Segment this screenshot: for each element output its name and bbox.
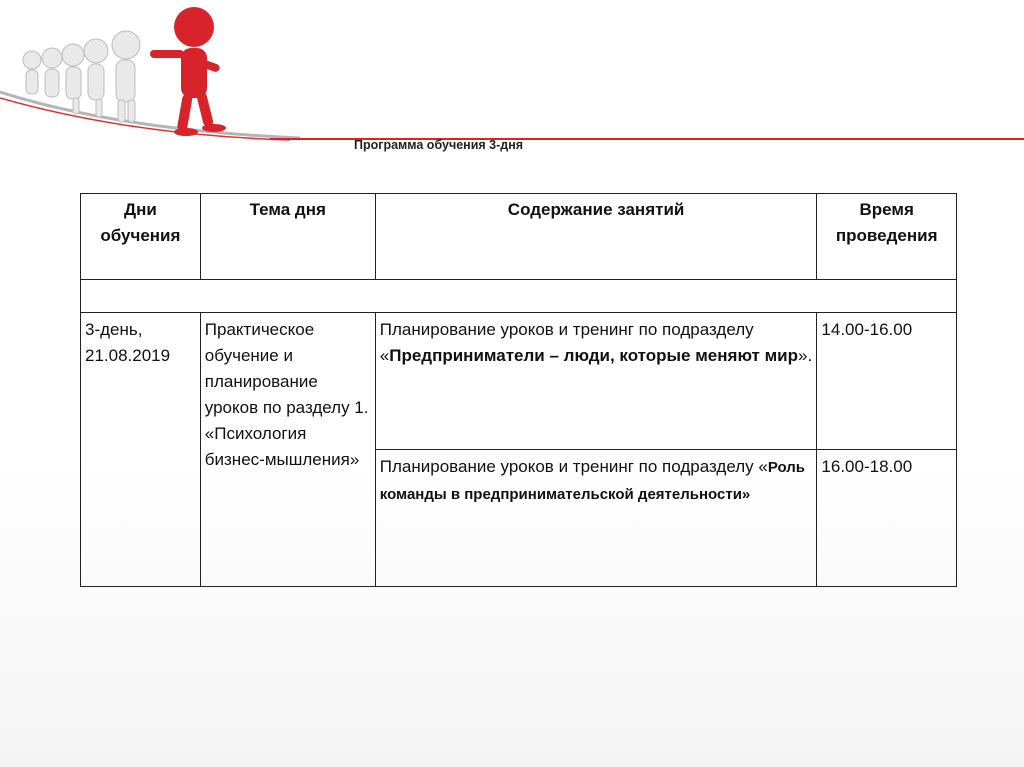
spacer-row: [81, 280, 957, 313]
header-topic: Тема дня: [200, 194, 375, 280]
content-1-bold: Предприниматели – люди, которые меняют мир: [389, 346, 799, 365]
header-decoration: [0, 0, 1024, 150]
content-1-suffix: ».: [798, 346, 813, 365]
table-header-row: [81, 194, 957, 280]
cell-time-2: 16.00-18.00: [817, 450, 957, 587]
slide-title: Программа обучения 3-дня: [354, 138, 524, 152]
cell-content-2: [375, 450, 817, 587]
spacer-cell: [81, 280, 957, 313]
content-2-bold: Роль команды в предпринимательской деятельности»: [379, 459, 805, 503]
red-leader-figure: [150, 7, 226, 136]
program-table: [80, 193, 957, 587]
header-days: Дни обучения: [81, 194, 201, 280]
cell-content-1: [375, 313, 817, 450]
swoosh-line: [0, 92, 300, 138]
cell-day: 3-день, 21.08.2019: [81, 313, 201, 587]
table-row: [81, 313, 957, 450]
content-1-prefix: Планирование уроков и тренинг по подразделу «: [379, 320, 754, 365]
cell-topic: Практическое обучение и планирование уроков по разделу 1. «Психология бизнес-мышления»: [200, 313, 375, 587]
header-time: Время проведения: [817, 194, 957, 280]
content-2-prefix: Планирование уроков и тренинг по подразделу «: [379, 457, 768, 476]
header-content: Содержание занятий: [375, 194, 817, 280]
cell-time-1: 14.00-16.00: [817, 313, 957, 450]
